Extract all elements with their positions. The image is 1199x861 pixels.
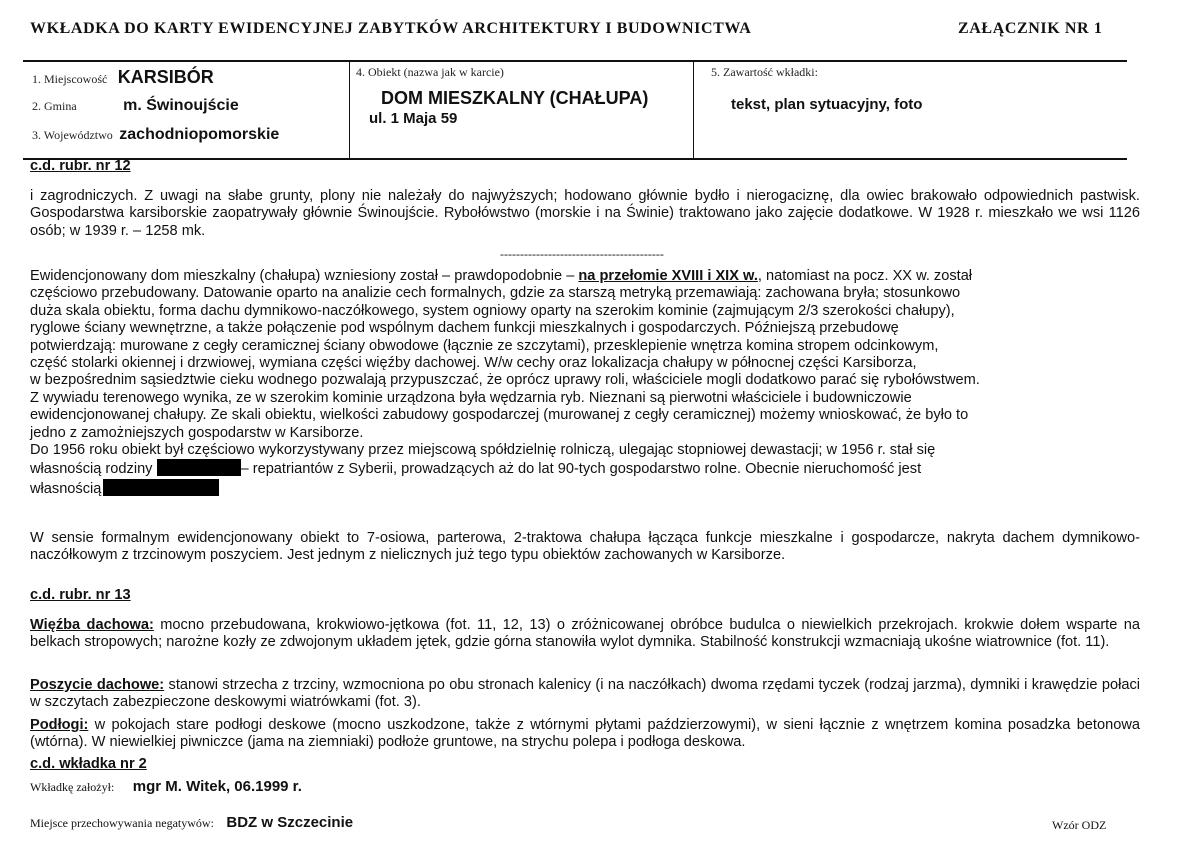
annex-number: ZAŁĄCZNIK NR 1 — [958, 20, 1103, 37]
author-row — [30, 778, 302, 796]
document-title: WKŁADKA DO KARTY EWIDENCYJNEJ ZABYTKÓW ARCHITEKTURY I BUDOWNICTWA — [30, 20, 752, 37]
storage-value: BDZ w Szczecinie — [226, 814, 354, 831]
roof-structure-paragraph: Więźba dachowa: mocno przebudowana, krokwiowo-jętkowa (fot. 11, 12, 13) o zróżnicowanej obróbce budulca o niewielkich przekrojach. krokwie dołem wsparte na belkach stropowych; narożne kozły ze zdwojonym układem jętek, gdzie górna stanowiła wylot dymnika. Stabilność konstrukcji wzmacniają ukośne wiatrownice (fot. 11). — [30, 617, 1140, 651]
storage-label: Miejsce przechowywania negatywów: — [30, 816, 214, 830]
voivodeship-value: zachodniopomorskie — [119, 126, 280, 143]
floors-label: Podłogi: — [30, 717, 89, 733]
text-line: własnością — [30, 479, 1140, 498]
storage-row — [30, 814, 353, 832]
text-line: własnością rodziny – repatriantów z Syberii, prowadzących aż do lat 90-tych gospodarstwo rolne. Obecnie nieruchomość jest — [30, 461, 922, 478]
text-line: potwierdzają: murowane z cegły ceramicznej ściany obwodowe (łącznie ze szczytami), przesklepienie wnętrza komina stropem odcinkowym, — [30, 337, 939, 354]
text-line: duża skala obiektu, forma dachu dymnikowo-naczółkowego, system ogniowy oparty na szerokim kominie (zajmującym 2/3 szerokości chałupy), — [30, 302, 955, 319]
separator: ----------------------------------------- — [500, 247, 664, 261]
redacted-name — [103, 479, 219, 496]
section-12-paragraph-2 — [30, 268, 1140, 498]
commune-value: m. Świnoujście — [123, 97, 239, 114]
text-line: część stolarki okiennej i drzwiowej, wymiana części więźby dachowej. W/w cechy oraz lokalizacja chałupy w północnej części Karsiborza, — [30, 355, 917, 372]
text-line: Ewidencjonowany dom mieszkalny (chałupa) wzniesiony został – prawdopodobnie – na przełomie XVIII i XIX w., natomiast na pocz. XX w. został — [30, 268, 973, 284]
locality-label: 1. Miejscowość — [32, 72, 108, 86]
text-line: w bezpośrednim sąsiedztwie cieku wodnego pozwalają przypuszczać, że oprócz uprawy roli, właściciele mogli dodatkowo parać się rybołówstwem. — [30, 372, 980, 389]
dating-highlight: na przełomie XVIII i XIX w. — [578, 268, 758, 284]
floors-paragraph: Podłogi: w pokojach stare podłogi deskowe (mocno uszkodzone, także z wtórnymi płytami paździerzowymi), w sieni łącznie z wnętrzem komina posadzka betonowa (wtórna). W niewielkiej piwniczce (jama na ziemniaki) podłoże gruntowe, na strychu polepa i podłoga deskowa. — [30, 717, 1140, 751]
object-label: 4. Obiekt (nazwa jak w karcie) — [356, 65, 504, 79]
divider — [693, 62, 694, 158]
redacted-name — [157, 459, 241, 476]
text-line: jedno z zamożniejszych gospodarstw w Karsiborze. — [30, 424, 364, 441]
text-line: Z wywiadu terenowego wynika, ze w szerokim kominie urządzona była wędzarnia ryb. Nieznani są pierwotni właściciele i budowniczowie — [30, 389, 912, 406]
text-line: częściowo przebudowany. Datowanie oparto na analizie cech formalnych, gdzie za starszą metryką przemawiają: zachowana bryła; stosunkowo — [30, 285, 961, 302]
section-12-paragraph-1: i zagrodniczych. Z uwagi na słabe grunty, plony nie należały do najwyższych; hodowano głównie bydło i nierogaciznę, dla owiec brakowało odpowiednich pastwisk. Gospodarstwa karsiborskie zaopatrywały głównie Świnoujście. Rybołówstwo (morskie i na Świnie) traktowano jako zajęcie dodatkowe. W 1928 r. mieszkało we wsi 1126 osób; w 1939 r. – 1258 mk. — [30, 188, 1140, 239]
contents-label: 5. Zawartość wkładki: — [711, 65, 818, 79]
commune-label: 2. Gmina — [32, 99, 77, 113]
text-line: ewidencjonowanej chałupy. Ze skali obiektu, wielkości zabudowy gospodarczej (murowanej z cegły ceramicznej) możemy wnioskować, że było to — [30, 407, 969, 424]
commune-row — [32, 97, 239, 115]
voivodeship-label: 3. Województwo — [32, 128, 113, 142]
divider — [349, 62, 350, 158]
text-line: ryglowe ściany wewnętrzne, a także połączenie pod wspólnym dachem funkcji mieszkalnych i gospodarczych. Późniejszą przebudowę — [30, 320, 899, 337]
info-box — [23, 60, 1127, 160]
roof-structure-label: Więźba dachowa: — [30, 617, 154, 633]
text-line: Do 1956 roku obiekt był częściowo wykorzystywany przez miejscową spółdzielnię rolniczą, ulegając stopniowej dewastacji; w 1956 r. stał się — [30, 442, 936, 459]
section-12-heading: c.d. rubr. nr 12 — [30, 158, 131, 174]
insert-heading: c.d. wkładka nr 2 — [30, 756, 147, 772]
section-13-heading: c.d. rubr. nr 13 — [30, 587, 131, 603]
author-label: Wkładkę założył: — [30, 780, 115, 794]
locality-row — [32, 67, 214, 88]
object-name: DOM MIESZKALNY (CHAŁUPA) — [381, 88, 649, 108]
voivodeship-row — [32, 126, 279, 144]
locality-value: KARSIBÓR — [117, 67, 214, 87]
contents-value: tekst, plan sytuacyjny, foto — [731, 96, 923, 113]
roof-covering-label: Poszycie dachowe: — [30, 677, 165, 693]
section-12-paragraph-4: W sensie formalnym ewidencjonowany obiekt to 7-osiowa, parterowa, 2-traktowa chałupa łącząca funkcje mieszkalne i gospodarcze, nakryta dachem dymnikowo-naczółkowym z trzcinowym poszyciem. Jest jednym z nielicznych już tego typu obiektów zachowanych w Karsiborze. — [30, 530, 1140, 564]
template-code: Wzór ODZ — [1052, 818, 1107, 832]
author-value: mgr M. Witek, 06.1999 r. — [132, 778, 302, 795]
roof-covering-paragraph: Poszycie dachowe: stanowi strzecha z trzciny, wzmocniona po obu stronach kalenicy (i na naczółkach) dwoma rzędami tyczek (rodzaj jarzma), dymniki i krawędzie połaci w szczytach zabezpieczone deskowymi wiatrówkami (fot. 3). — [30, 677, 1140, 711]
object-address: ul. 1 Maja 59 — [369, 110, 458, 127]
